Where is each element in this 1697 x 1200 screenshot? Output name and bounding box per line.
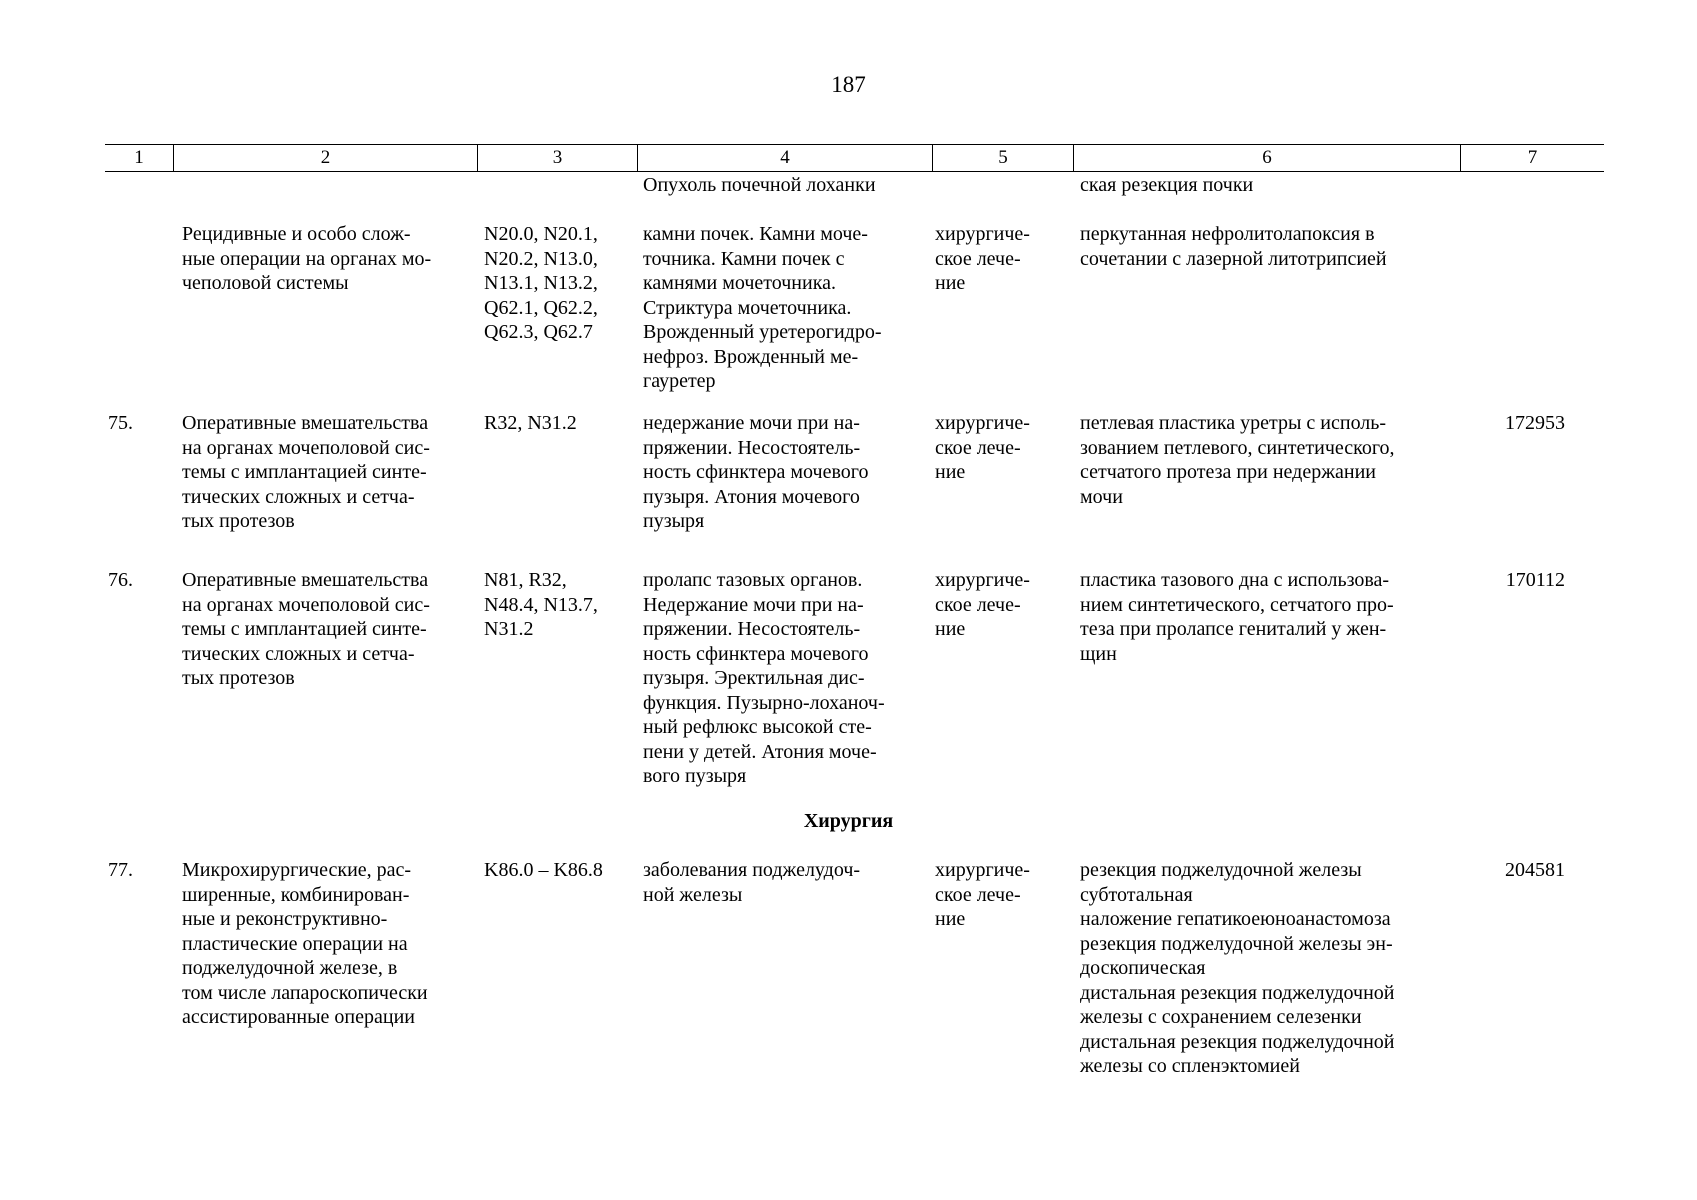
row-name-line: Оперативные вмешательства: [182, 412, 429, 434]
row-treatment-line: ние: [935, 618, 966, 640]
row-diagnosis-line: ный рефлюкс высокой сте-: [643, 716, 872, 738]
row-name-line: темы с имплантацией синте-: [182, 618, 427, 640]
row-name-line: пластические операции на: [182, 932, 408, 955]
continued-diagnosis: Опухоль почечной лоханки: [643, 174, 876, 196]
row-name-line: тических сложных и сетча-: [182, 485, 415, 508]
row-codes-line: R32, N31.2: [484, 412, 577, 434]
row-method-line: наложение гепатикоеюноанастомоза: [1080, 908, 1391, 930]
row-treatment-line: ние: [935, 461, 966, 483]
row-name-line: ширенные, комбинирован-: [182, 883, 410, 906]
row-diagnosis-line: камни почек. Камни моче-: [643, 223, 868, 245]
row-codes-line: N81, R32,: [484, 569, 567, 591]
row-method-line: нием синтетического, сетчатого про-: [1080, 593, 1394, 616]
row-method-line: щин: [1080, 642, 1117, 665]
row-method-line: перкутанная нефролитолапоксия в: [1080, 223, 1375, 245]
row-diagnosis-line: ной железы: [643, 883, 743, 906]
row-diagnosis-line: камнями мочеточника.: [643, 272, 836, 294]
row-name-line: тых протезов: [182, 510, 295, 532]
row-diagnosis-line: точника. Камни почек с: [643, 247, 845, 270]
header-col-2: 2: [173, 145, 477, 171]
row-treatment-line: ское лече-: [935, 436, 1021, 459]
row-method-line: доскопическая: [1080, 957, 1206, 979]
row-diagnosis-line: вого пузыря: [643, 765, 747, 787]
row-codes-line: N48.4, N13.7,: [484, 593, 598, 616]
row-diagnosis-line: ность сфинктера мочевого: [643, 642, 869, 665]
row-diagnosis-line: пузыря. Атония мочевого: [643, 485, 860, 508]
row-diagnosis-line: заболевания поджелудоч-: [643, 859, 861, 881]
row-diagnosis-line: ность сфинктера мочевого: [643, 461, 869, 483]
row-treatment-line: ние: [935, 908, 966, 930]
header-col-1: 1: [134, 147, 144, 168]
row-name-line: чеполовой системы: [182, 272, 349, 294]
row-number: 76.: [108, 569, 133, 591]
row-diagnosis-line: Стриктура мочеточника.: [643, 296, 852, 319]
row-diagnosis-line: нефроз. Врожденный ме-: [643, 345, 859, 368]
row-cost: 204581: [1505, 859, 1565, 881]
row-method-line: сочетании с лазерной литотрипсией: [1080, 247, 1387, 270]
row-codes-line: N31.2: [484, 618, 534, 640]
row-diagnosis-line: функция. Пузырно-лоханоч-: [643, 691, 885, 714]
row-diagnosis-line: недержание мочи при на-: [643, 412, 860, 434]
row-method-line: резекция поджелудочной железы: [1080, 859, 1362, 881]
row-name-line: ные и реконструктивно-: [182, 908, 388, 930]
continued-method: ская резекция почки: [1080, 174, 1254, 196]
row-diagnosis-line: пряжении. Несостоятель-: [643, 436, 861, 459]
row-method-line: резекция поджелудочной железы эн-: [1080, 932, 1393, 955]
row-name-line: Рецидивные и особо слож-: [182, 223, 411, 245]
row-treatment-line: ское лече-: [935, 247, 1021, 270]
row-method-line: петлевая пластика уретры с исполь-: [1080, 412, 1387, 434]
row-number: 75.: [108, 412, 133, 434]
row-treatment-line: хирургиче-: [935, 859, 1030, 881]
row-diagnosis-line: пени у детей. Атония моче-: [643, 740, 877, 763]
row-codes-line: Q62.1, Q62.2,: [484, 296, 598, 319]
header-col-3: 3: [477, 145, 637, 171]
row-name-line: Оперативные вмешательства: [182, 569, 429, 591]
row-method-line: теза при пролапсе гениталий у жен-: [1080, 618, 1387, 640]
row-name-line: на органах мочеполовой сис-: [182, 436, 430, 459]
row-codes-line: K86.0 – K86.8: [484, 859, 603, 881]
row-name-line: том числе лапароскопически: [182, 981, 428, 1004]
row-name-line: на органах мочеполовой сис-: [182, 593, 430, 616]
row-treatment-line: ское лече-: [935, 883, 1021, 906]
header-col-6: 6: [1073, 145, 1460, 171]
row-method-line: пластика тазового дна с использова-: [1080, 569, 1390, 591]
row-name-line: тических сложных и сетча-: [182, 642, 415, 665]
row-method-line: мочи: [1080, 485, 1123, 508]
row-cost: 172953: [1505, 412, 1565, 434]
row-name-line: поджелудочной железе, в: [182, 957, 398, 979]
row-diagnosis-line: пряжении. Несостоятель-: [643, 618, 861, 640]
row-codes-line: N20.2, N13.0,: [484, 247, 598, 270]
row-treatment-line: хирургиче-: [935, 569, 1030, 591]
row-diagnosis-line: пузыря: [643, 510, 705, 532]
row-cost: 170112: [1505, 569, 1565, 591]
table-header: [105, 144, 1604, 172]
row-diagnosis-line: Недержание мочи при на-: [643, 593, 864, 616]
row-name-line: темы с имплантацией синте-: [182, 461, 427, 483]
row-diagnosis-line: пролапс тазовых органов.: [643, 569, 863, 591]
row-name-line: тых протезов: [182, 667, 295, 689]
row-method-line: сетчатого протеза при недержании: [1080, 461, 1376, 483]
row-treatment-line: хирургиче-: [935, 412, 1030, 434]
row-codes-line: Q62.3, Q62.7: [484, 321, 593, 343]
row-codes-line: N13.1, N13.2,: [484, 272, 598, 294]
row-name-line: ассистированные операции: [182, 1006, 415, 1028]
row-method-line: железы со спленэктомией: [1080, 1055, 1300, 1077]
row-method-line: зованием петлевого, синтетического,: [1080, 436, 1395, 459]
row-name-line: Микрохирургические, рас-: [182, 859, 412, 881]
header-col-4: 4: [637, 145, 932, 171]
row-number: 77.: [108, 859, 133, 881]
row-treatment-line: ние: [935, 272, 966, 294]
row-treatment-line: хирургиче-: [935, 223, 1030, 245]
row-diagnosis-line: гауретер: [643, 370, 716, 392]
row-method-line: дистальная резекция поджелудочной: [1080, 1030, 1395, 1053]
row-diagnosis-line: пузыря. Эректильная дис-: [643, 667, 865, 689]
section-title: Хирургия: [803, 810, 894, 832]
row-diagnosis-line: Врожденный уретерогидро-: [643, 321, 882, 343]
row-method-line: субтотальная: [1080, 883, 1193, 906]
header-col-7: 7: [1460, 145, 1604, 171]
row-treatment-line: ское лече-: [935, 593, 1021, 616]
header-col-5: 5: [932, 145, 1073, 171]
row-name-line: ные операции на органах мо-: [182, 247, 432, 270]
row-codes-line: N20.0, N20.1,: [484, 223, 598, 245]
row-method-line: железы с сохранением селезенки: [1080, 1006, 1362, 1028]
page-number: 187: [831, 72, 866, 97]
row-method-line: дистальная резекция поджелудочной: [1080, 981, 1395, 1004]
